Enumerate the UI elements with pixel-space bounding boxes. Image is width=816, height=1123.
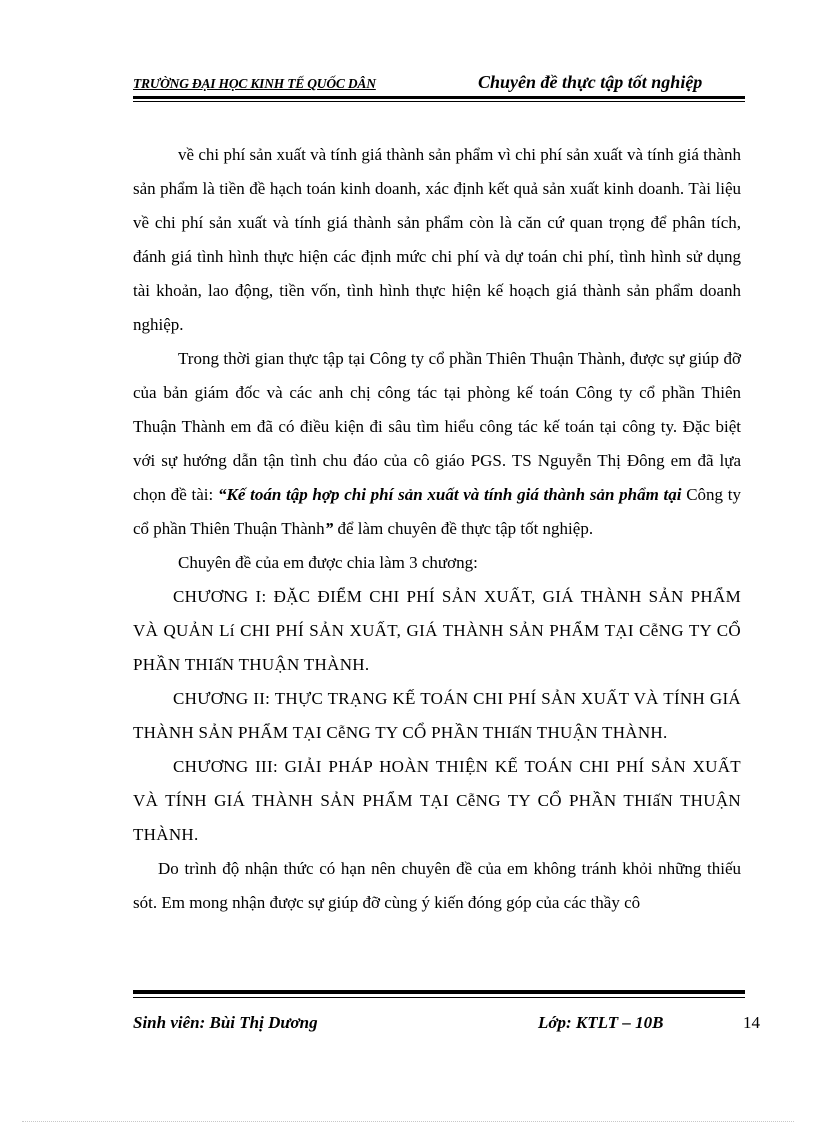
company-name: Công ty cổ phần Thiên Thuận Thành	[133, 485, 742, 538]
paragraph-closing: Do trình độ nhận thức có hạn nên chuyên đề của em không tránh khỏi những thiếu sót. Em mong nhận được sự giúp đỡ cùng ý kiến đóng góp của các thầy cô	[133, 859, 741, 912]
chapter-3-word-1: THUẬN	[679, 791, 741, 810]
university-name: TRƯỜNG ĐẠI HỌC KINH TẾ QUỐC DÂN	[133, 76, 376, 91]
chapter-1: CHƯƠNG I: ĐẶC ĐIỂM CHI PHÍ SẢN XUẤT, GIÁ THÀNH SẢN PHẨM VÀ QUẢN Lí CHI PHÍ SẢN XUẤT, GIÁ THÀNH SẢN PHẨM TẠI CễNG TY CỔ PHẦN THIấN THUẬN THÀNH.	[133, 587, 741, 674]
document-body	[133, 138, 741, 920]
topic-title: “Kế toán tập hợp chi phí sản xuất và tính giá thành sản phẩm tại	[217, 485, 682, 504]
document-title: Chuyên đề thực tập tốt nghiệp	[478, 72, 703, 92]
chapter-2: CHƯƠNG II: THỰC TRẠNG KẾ TOÁN CHI PHÍ SẢN XUẤT VÀ TÍNH GIÁ THÀNH SẢN PHẨM TẠI CễNG TY CỔ PHẦN THIấN THUẬN THÀNH.	[133, 689, 741, 742]
page-bottom-divider	[22, 1121, 794, 1122]
paragraph-chapters-intro: Chuyên đề của em được chia làm 3 chương:	[178, 553, 478, 572]
footer-rule-thick	[133, 990, 745, 994]
internship-text: Trong thời gian thực tập tại Công ty cổ phần Thiên Thuận Thành, được sự giúp đỡ của bản giám đốc và các anh chị công tác tại phòng kế toán Công ty cổ phần Thiên Thuận Thành em đã có điều kiện đi sâu tìm hiểu công tác kế toán tại công ty. Đặc biệt với sự hướng dẫn tận tình chu đáo của cô giáo PGS. TS Nguyễn Thị Đông em đã lựa chọn đề tài:	[133, 349, 741, 504]
topic-close-quote: ”	[324, 519, 334, 538]
student-name: Sinh viên: Bùi Thị Dương	[133, 1013, 318, 1032]
class-name: Lớp: KTLT – 10B	[538, 1013, 664, 1032]
paragraph-internship	[133, 342, 741, 546]
header-rule-thick	[133, 96, 745, 99]
footer-rule-thin	[133, 997, 745, 998]
page-footer	[133, 1013, 773, 1039]
page-number: 14	[743, 1013, 760, 1032]
chapter-3-main: CHƯƠNG III: GIẢI PHÁP HOÀN THIỆN KẾ TOÁN CHI PHÍ SẢN XUẤT VÀ TÍNH GIÁ THÀNH SẢN PHẨM TẠI CễNG TY CỔ PHẦN THIấN	[133, 757, 741, 810]
paragraph-cost-intro: về chi phí sản xuất và tính giá thành sản phẩm vì chi phí sản xuất và tính giá thành sản phẩm là tiền đề hạch toán kinh doanh, xác định kết quả sản xuất kinh doanh. Tài liệu về chi phí sản xuất và tính giá thành sản phẩm còn là căn cứ quan trọng để phân tích, đánh giá tình hình thực hiện các định mức chi phí và dự toán chi phí, tình hình sử dụng tài khoản, lao động, tiền vốn, tình hình thực hiện kế hoạch giá thành sản phẩm doanh nghiệp.	[133, 145, 741, 334]
chapter-3	[133, 750, 741, 852]
page-header	[133, 70, 745, 96]
internship-tail: để làm chuyên đề thực tập tốt nghiệp.	[333, 519, 594, 538]
chapter-3-word-2: THÀNH.	[133, 825, 199, 844]
header-rule-thin	[133, 101, 745, 102]
